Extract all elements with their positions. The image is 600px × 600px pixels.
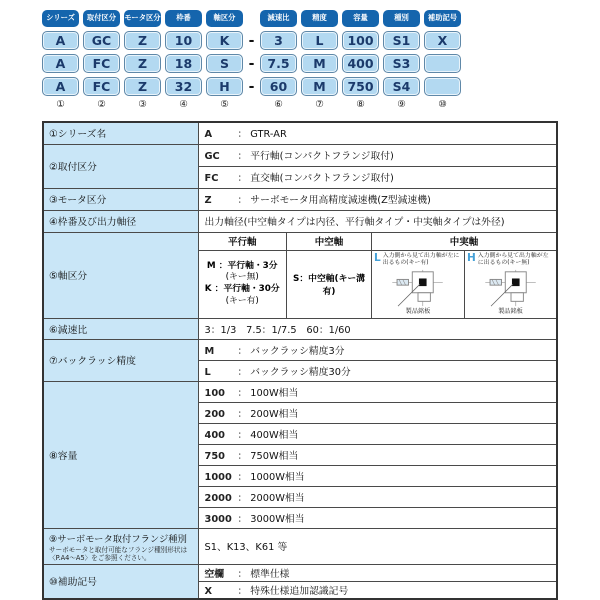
spec-value bbox=[198, 564, 557, 581]
model-cell: S3 bbox=[383, 54, 420, 73]
spec-desc: サーボモータ用高精度減速機(Z型減速機) bbox=[250, 195, 431, 206]
model-cell: M bbox=[301, 54, 338, 73]
model-cell: A bbox=[42, 77, 79, 96]
parallel-line: (キー有) bbox=[225, 296, 259, 307]
model-dash: - bbox=[248, 78, 255, 95]
spec-value bbox=[198, 381, 557, 402]
spec-code: M bbox=[204, 345, 215, 357]
spec-code: L bbox=[204, 366, 211, 378]
model-cell: Z bbox=[124, 54, 161, 73]
spec-label: ⑩補助記号 bbox=[43, 564, 198, 599]
row-ratio bbox=[43, 318, 557, 339]
model-cell: 3 bbox=[260, 31, 297, 50]
gearbox-diagram-icon bbox=[482, 268, 540, 308]
solid-letter: H bbox=[467, 252, 476, 264]
solid-note: 入力側から見て出力軸が左に出るもの(キー無) bbox=[477, 253, 549, 267]
colon: ： bbox=[237, 568, 248, 580]
model-cell: 18 bbox=[165, 54, 202, 73]
spec-desc: 直交軸(コンパクトフランジ取付) bbox=[250, 173, 394, 184]
spec-value bbox=[198, 507, 557, 528]
colon: ： bbox=[237, 585, 248, 597]
spec-value: 3：1/3 7.5：1/7.5 60：1/60 bbox=[198, 318, 557, 339]
shaft-subtable bbox=[199, 233, 557, 318]
row-shaft bbox=[43, 232, 557, 318]
column-header-pill: 減速比 bbox=[260, 10, 297, 27]
model-cell: 400 bbox=[342, 54, 379, 73]
model-column-ratio bbox=[260, 10, 297, 112]
model-column-type bbox=[383, 10, 420, 112]
model-cell: A bbox=[42, 54, 79, 73]
model-column-mounting bbox=[83, 10, 120, 112]
spec-label: ①シリーズ名 bbox=[43, 122, 198, 144]
shaft-classification-cell bbox=[198, 232, 557, 318]
colon: ： bbox=[237, 345, 248, 357]
spec-value bbox=[198, 166, 557, 188]
solid-shaft-cell-H bbox=[465, 251, 557, 318]
spec-desc: 400W相当 bbox=[250, 429, 299, 441]
model-number-legend bbox=[42, 10, 462, 112]
spec-code: 400 bbox=[204, 429, 225, 441]
solid-note-row bbox=[467, 253, 554, 268]
shaft-col-parallel: 平行軸 bbox=[199, 233, 287, 251]
spec-desc: 200W相当 bbox=[250, 408, 299, 420]
model-column-shaft bbox=[206, 10, 243, 112]
model-cell bbox=[424, 54, 461, 73]
model-cell: S4 bbox=[383, 77, 420, 96]
spec-code: Z bbox=[204, 195, 212, 206]
column-header-pill: 枠番 bbox=[165, 10, 202, 27]
parallel-line: (キー無) bbox=[225, 272, 259, 283]
spec-desc: 3000W相当 bbox=[250, 513, 305, 525]
gearbox-diagram-icon bbox=[389, 268, 447, 308]
model-cell: S bbox=[206, 54, 243, 73]
diagram-caption: 製品銘板 bbox=[405, 307, 431, 315]
spec-desc: 750W相当 bbox=[250, 450, 299, 462]
model-dash: - bbox=[248, 55, 255, 72]
model-cell: 60 bbox=[260, 77, 297, 96]
model-column-capacity bbox=[342, 10, 379, 112]
colon: ： bbox=[237, 450, 248, 462]
solid-note-row bbox=[374, 253, 462, 268]
spec-value bbox=[198, 486, 557, 507]
spec-value bbox=[198, 444, 557, 465]
circled-number: ④ bbox=[179, 99, 188, 110]
colon: ： bbox=[237, 387, 248, 399]
model-cell: A bbox=[42, 31, 79, 50]
model-cell: M bbox=[301, 77, 338, 96]
solid-shaft-cell-L bbox=[372, 251, 465, 318]
circled-number: ⑦ bbox=[315, 99, 324, 110]
spec-code: 3000 bbox=[204, 513, 232, 525]
circled-number: ⑧ bbox=[356, 99, 365, 110]
parallel-shaft-cell bbox=[199, 251, 287, 318]
row-backlash bbox=[43, 339, 557, 360]
spec-value: S1、K13、K61 等 bbox=[198, 528, 557, 564]
colon: ： bbox=[237, 195, 248, 206]
model-cell: 7.5 bbox=[260, 54, 297, 73]
circled-number: ⑨ bbox=[397, 99, 406, 110]
shaft-col-hollow: 中空軸 bbox=[287, 233, 372, 251]
spec-desc: 2000W相当 bbox=[250, 492, 305, 504]
column-header-pill: 精度 bbox=[301, 10, 338, 27]
column-header-pill: 容量 bbox=[342, 10, 379, 27]
model-cell: FC bbox=[83, 54, 120, 73]
colon: ： bbox=[237, 513, 248, 525]
spec-value bbox=[198, 144, 557, 166]
model-column-motor bbox=[124, 10, 161, 112]
spec-desc: 平行軸(コンパクトフランジ取付) bbox=[250, 151, 394, 162]
spec-value bbox=[198, 465, 557, 486]
spec-label bbox=[43, 528, 198, 564]
model-cell: Z bbox=[124, 77, 161, 96]
model-cell: X bbox=[424, 31, 461, 50]
row-mounting bbox=[43, 144, 557, 166]
spec-desc: 特殊仕様追加認識記号 bbox=[250, 585, 349, 597]
spec-value bbox=[198, 423, 557, 444]
spec-code: X bbox=[204, 585, 213, 597]
spec-value bbox=[198, 122, 557, 144]
spec-label: ④枠番及び出力軸径 bbox=[43, 210, 198, 232]
spec-code: 2000 bbox=[204, 492, 232, 504]
model-column-precision bbox=[301, 10, 338, 112]
column-header-pill: シリーズ bbox=[42, 10, 79, 27]
spec-code: FC bbox=[204, 173, 219, 184]
flange-label-title: ⑨サーボモータ取付フランジ種別 bbox=[49, 533, 187, 545]
spec-desc: バックラッシ精度3分 bbox=[250, 345, 345, 357]
row-capacity bbox=[43, 381, 557, 402]
spec-code: 200 bbox=[204, 408, 225, 420]
spec-label: ⑤軸区分 bbox=[43, 232, 198, 318]
shaft-subheader bbox=[199, 233, 557, 251]
model-cell: L bbox=[301, 31, 338, 50]
spec-desc: 標準仕様 bbox=[250, 568, 290, 580]
spec-code: 空欄 bbox=[204, 568, 225, 580]
model-cell: 750 bbox=[342, 77, 379, 96]
model-cell: GC bbox=[83, 31, 120, 50]
circled-number: ⑩ bbox=[438, 99, 447, 110]
solid-letter: L bbox=[374, 252, 381, 264]
flange-label-note: サーボモータと取付可能なフランジ種別形状は〈P.A4～A5〉をご参照ください。 bbox=[49, 545, 188, 562]
colon: ： bbox=[237, 151, 248, 162]
model-cell bbox=[424, 77, 461, 96]
spec-label: ③モータ区分 bbox=[43, 188, 198, 210]
colon: ： bbox=[237, 408, 248, 420]
model-column-series bbox=[42, 10, 79, 112]
model-cell: H bbox=[206, 77, 243, 96]
spec-value: 出力軸径(中空軸タイプは内径、平行軸タイプ・中実軸タイプは外径) bbox=[198, 210, 557, 232]
column-header-pill: 種別 bbox=[383, 10, 420, 27]
spec-table bbox=[42, 121, 558, 600]
spec-value bbox=[198, 188, 557, 210]
row-frame bbox=[43, 210, 557, 232]
colon: ： bbox=[237, 129, 248, 141]
parallel-line: M ：平行軸・3分 bbox=[206, 260, 278, 271]
colon: ： bbox=[237, 492, 248, 504]
model-cell: 100 bbox=[342, 31, 379, 50]
row-flange bbox=[43, 528, 557, 564]
model-cell: 32 bbox=[165, 77, 202, 96]
column-header-pill: モータ区分 bbox=[124, 10, 161, 27]
parallel-line: K ：平行軸・30分 bbox=[204, 284, 280, 295]
spec-code: GC bbox=[204, 151, 220, 162]
colon: ： bbox=[237, 366, 248, 378]
diagram-caption: 製品銘板 bbox=[498, 307, 523, 315]
model-cell: 10 bbox=[165, 31, 202, 50]
spec-desc: バックラッシ精度30分 bbox=[250, 366, 351, 378]
circled-number: ② bbox=[97, 99, 106, 110]
spec-code: 100 bbox=[204, 387, 225, 399]
model-cell: Z bbox=[124, 31, 161, 50]
spec-desc: GTR-AR bbox=[250, 129, 287, 141]
model-dash-column bbox=[247, 10, 256, 112]
spec-code: 1000 bbox=[204, 471, 232, 483]
row-motor bbox=[43, 188, 557, 210]
row-aux bbox=[43, 564, 557, 581]
circled-number: ⑥ bbox=[274, 99, 283, 110]
hollow-shaft-cell: S：中空軸(キー溝有) bbox=[287, 251, 372, 318]
solid-note: 入力側から見て出力軸が左に出るもの(キー有) bbox=[382, 253, 460, 267]
spec-code: A bbox=[204, 129, 213, 141]
spec-label: ⑦バックラッシ精度 bbox=[43, 339, 198, 381]
spec-value bbox=[198, 360, 557, 381]
column-header-pill: 取付区分 bbox=[83, 10, 120, 27]
row-series bbox=[43, 122, 557, 144]
spec-value bbox=[198, 581, 557, 599]
spec-desc: 100W相当 bbox=[250, 387, 299, 399]
spec-desc: 1000W相当 bbox=[250, 471, 305, 483]
spec-value bbox=[198, 339, 557, 360]
model-cell: S1 bbox=[383, 31, 420, 50]
colon: ： bbox=[237, 429, 248, 441]
shaft-subbody bbox=[199, 251, 557, 318]
circled-number: ⑤ bbox=[220, 99, 229, 110]
circled-number: ③ bbox=[138, 99, 147, 110]
spec-label: ⑥減速比 bbox=[43, 318, 198, 339]
spec-value bbox=[198, 402, 557, 423]
colon: ： bbox=[237, 173, 248, 184]
spec-label: ⑧容量 bbox=[43, 381, 198, 528]
model-dash: - bbox=[248, 32, 255, 49]
model-cell: K bbox=[206, 31, 243, 50]
circled-number: ① bbox=[56, 99, 65, 110]
colon: ： bbox=[237, 471, 248, 483]
model-column-frame bbox=[165, 10, 202, 112]
model-column-aux bbox=[424, 10, 461, 112]
spec-code: 750 bbox=[204, 450, 225, 462]
column-header-pill: 軸区分 bbox=[206, 10, 243, 27]
spec-label: ②取付区分 bbox=[43, 144, 198, 188]
model-cell: FC bbox=[83, 77, 120, 96]
column-header-pill: 補助記号 bbox=[424, 10, 461, 27]
shaft-col-solid: 中実軸 bbox=[372, 233, 557, 251]
